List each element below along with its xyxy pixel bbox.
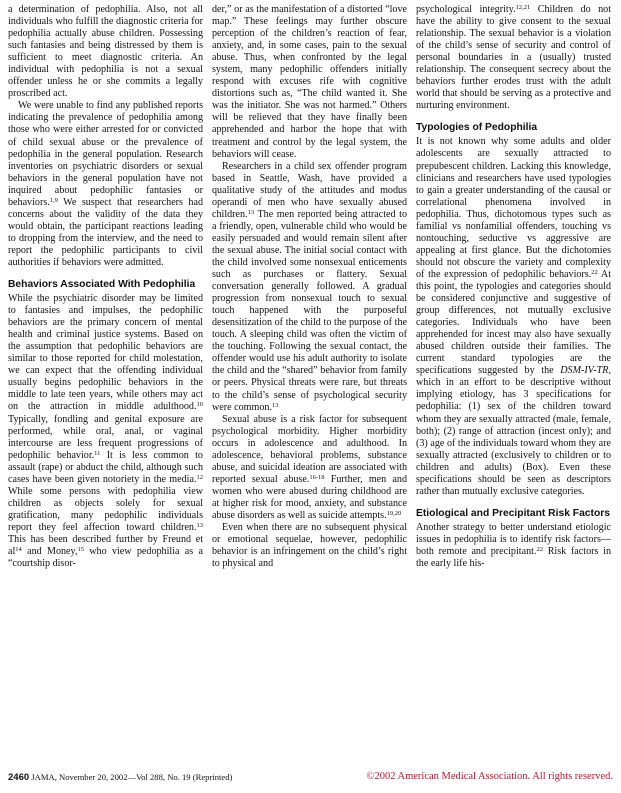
text-column-2 <box>212 4 407 570</box>
page-footer <box>8 771 613 785</box>
paragraph: Sexual abuse is a risk factor for subsequent psychological morbidity. Higher morbidity occurs in adolescence and adulthood. In adolescence, behavioral problems, substance abuse, and suicidal ideation are associated with reported sexual abuse.$^{16-18}$ Further, men and women who were abused during childhood are at higher risk for mood, anxiety, and substance abuse disorders as well as suicide attempts.$^{19,20}$ <box>212 413 408 521</box>
citation-ref: 14 <box>15 546 22 554</box>
citation-ref: 1,9 <box>49 196 58 204</box>
citation-ref: 10 <box>196 401 203 409</box>
paragraph: Researchers in a child sex offender program based in Seattle, Wash, have provided a qualitative study of the attitudes and modus operandi of men who have sexually abused children.$^{13}$ The men reported being attracted to a friendly, open, vulnerable child who would be easily persuaded and would remain silent after the sexual abuse. The initial social contact with the child involved some nonsexual enticements such as purchases or flattery. Sexual conversation generally followed. A gradual progression from nonsexual touch to sexual touch happened with the purposeful desensitization of the child to the purpose of the touch. A sleeping child was often the victim of the touching. Following the sexual contact, the offender would use his adult authority to isolate the child and the “shared” behavior from family or peers. Physical threats were rare, but threats to the child’s sense of psychological security were common.$^{13}$ <box>212 160 407 413</box>
citation-ref: 11 <box>94 449 101 457</box>
section-heading: Typologies of Pedophilia <box>416 122 538 134</box>
citation-ref: 13 <box>271 401 279 409</box>
paragraph: psychological integrity.$^{12,21}$ Children do not have the ability to give consent to the sexual relationship. The sexual behavior is a violation of the child’s sense of security and control of personal boundaries in a (usually) trusted relationship. The consequent secrecy about the behaviors further erodes trust with the adult world that should be serving as a protective and nurturing environment. <box>416 4 612 112</box>
citation-ref: 12 <box>196 473 203 481</box>
paragraph: Another strategy to better understand etiologic issues in pedophilia is to identify risk factors—both remote and precipitant.$^{22}$ Risk factors in the early life his- <box>416 521 611 569</box>
paragraph: a determination of pedophilia. Also, not all individuals who fulfill the diagnostic criteria for pedophilia actually abuse children. Possessing such fantasies and being distressed by them is sufficient to meet diagnostic criteria. An individual with pedophilia is not a sexual offender unless he or she commits a legally proscribed act. <box>8 4 203 100</box>
footer-citation-line <box>8 771 232 784</box>
citation-ref: 13 <box>196 521 203 529</box>
italic-term: DSM-IV-TR <box>560 365 609 377</box>
paragraph: It is not known why some adults and older adolescents are sexually attracted to prepubescent children. Lacking this knowledge, clinicians and researchers have used typologies to gain a greater understanding of the causal or correlational phenomena involved in pedophilia. Thus, dichotomous types such as familial vs nonfamilial offenders, touching vs nontouching, seductive vs aggressive are appealing at first glance. But the dichotomies should not obscure the variety and complexity of the expression of pedophilic behaviors.$^{22}$ At this point, the typologies and categories should be considered conjunctive and suggestive of group differences, not mutually exclusive categories. Individuals who have been apprehended for incest may also have sexually abused children outside their families. The current standard typologies are the specifications suggested by the DSM-IV-TR, which in an effort to be descriptive without implying etiology, has 3 specifications for pedophilia: (1) sex of the children toward whom they are sexually attracted (male, female, both); (2) range of attraction (incest only); and (3) age of the individuals toward whom they are sexually attracted (exclusively to children or to children and adults) (Box). Even these specifications should be seen as descriptors rather than mutually exclusive categories. <box>416 136 611 497</box>
section-heading: Etiological and Precipitant Risk Factors <box>416 507 610 519</box>
citation-ref: 15 <box>77 546 84 554</box>
citation-ref: 16-18 <box>309 473 325 481</box>
text-column-1 <box>8 4 203 570</box>
journal-citation: JAMA, November 20, 2002—Vol 288, No. 19 (Reprinted) <box>31 772 233 782</box>
citation-ref: 22 <box>536 545 543 553</box>
paragraph: Even when there are no subsequent physical or emotional sequelae, however, pedophilic behavior is an infringement on the child’s right to physical and <box>212 522 407 570</box>
page-number: 2460 <box>8 772 30 783</box>
paragraph: We were unable to find any published reports indicating the prevalence of pedophilia among those who were either arrested for or convicted of child sexual abuse or the prevalence of pedophilia in the general population. Research inventories on psychiatric disorders or sexual behaviors in the general population have not inquired about pedophilic fantasies or behaviors.$^{1,9}$ We suspect that researchers had concerns about the validity of the data they would obtain, the participant reactions leading to dropping from the interview, and the need to report the pedophilic participants to civil authorities if behaviors were admitted. <box>8 100 203 268</box>
paragraph: While the psychiatric disorder may be limited to fantasies and impulses, the pedophilic behaviors are the primary concern of mental health and criminal justice systems. Based on the assumption that pedophilic behaviors are similar to those reported for child molestation, we can expect that the offending individual usually begins pedophilic behaviors in the middle to late teen years, while others may act on the attraction in middle adulthood.$^{10}$ Typically, fondling and genital exposure are performed, while oral, anal, or vaginal intercourse are less frequent progressions of pedophilic behavior.$^{11}$ It is less common to assault (rape) or abduct the child, although such cases have been given notoriety in the media.$^{12}$ While some persons with pedophilia view children as objects solely for sexual gratification, many pedophilic individuals report they feel affection toward children.$^{13}$ This has been described further by Freund et $al^{14}$ and Money,$^{15}$ who view pedophilia as a “courtship disor- <box>8 293 203 570</box>
text-column-3 <box>416 4 611 570</box>
citation-ref: 13 <box>247 208 255 216</box>
paragraph: der,” or as the manifestation of a distorted “love map.” These feelings may further obscure perception of the children’s reaction of fear, anxiety, and, in some cases, pain to the sexual abuse. Thus, when confronted by the legal system, many pedophilic offenders initially respond with excuses rife with cognitive distortions such as, “The child wanted it. She was the initiator. She was not harmed.” Others will be relieved that they have finally been apprehended and harbor the hope that with treatment and control by the legal system, the behaviors will cease. <box>212 4 407 160</box>
citation-ref: 19,20 <box>386 509 402 517</box>
section-heading: Behaviors Associated With Pedophilia <box>8 279 196 291</box>
citation-ref: 22 <box>591 268 598 276</box>
copyright-notice: ©2002 American Medical Association. All rights reserved. <box>366 771 613 782</box>
citation-ref: 12,21 <box>515 4 531 11</box>
